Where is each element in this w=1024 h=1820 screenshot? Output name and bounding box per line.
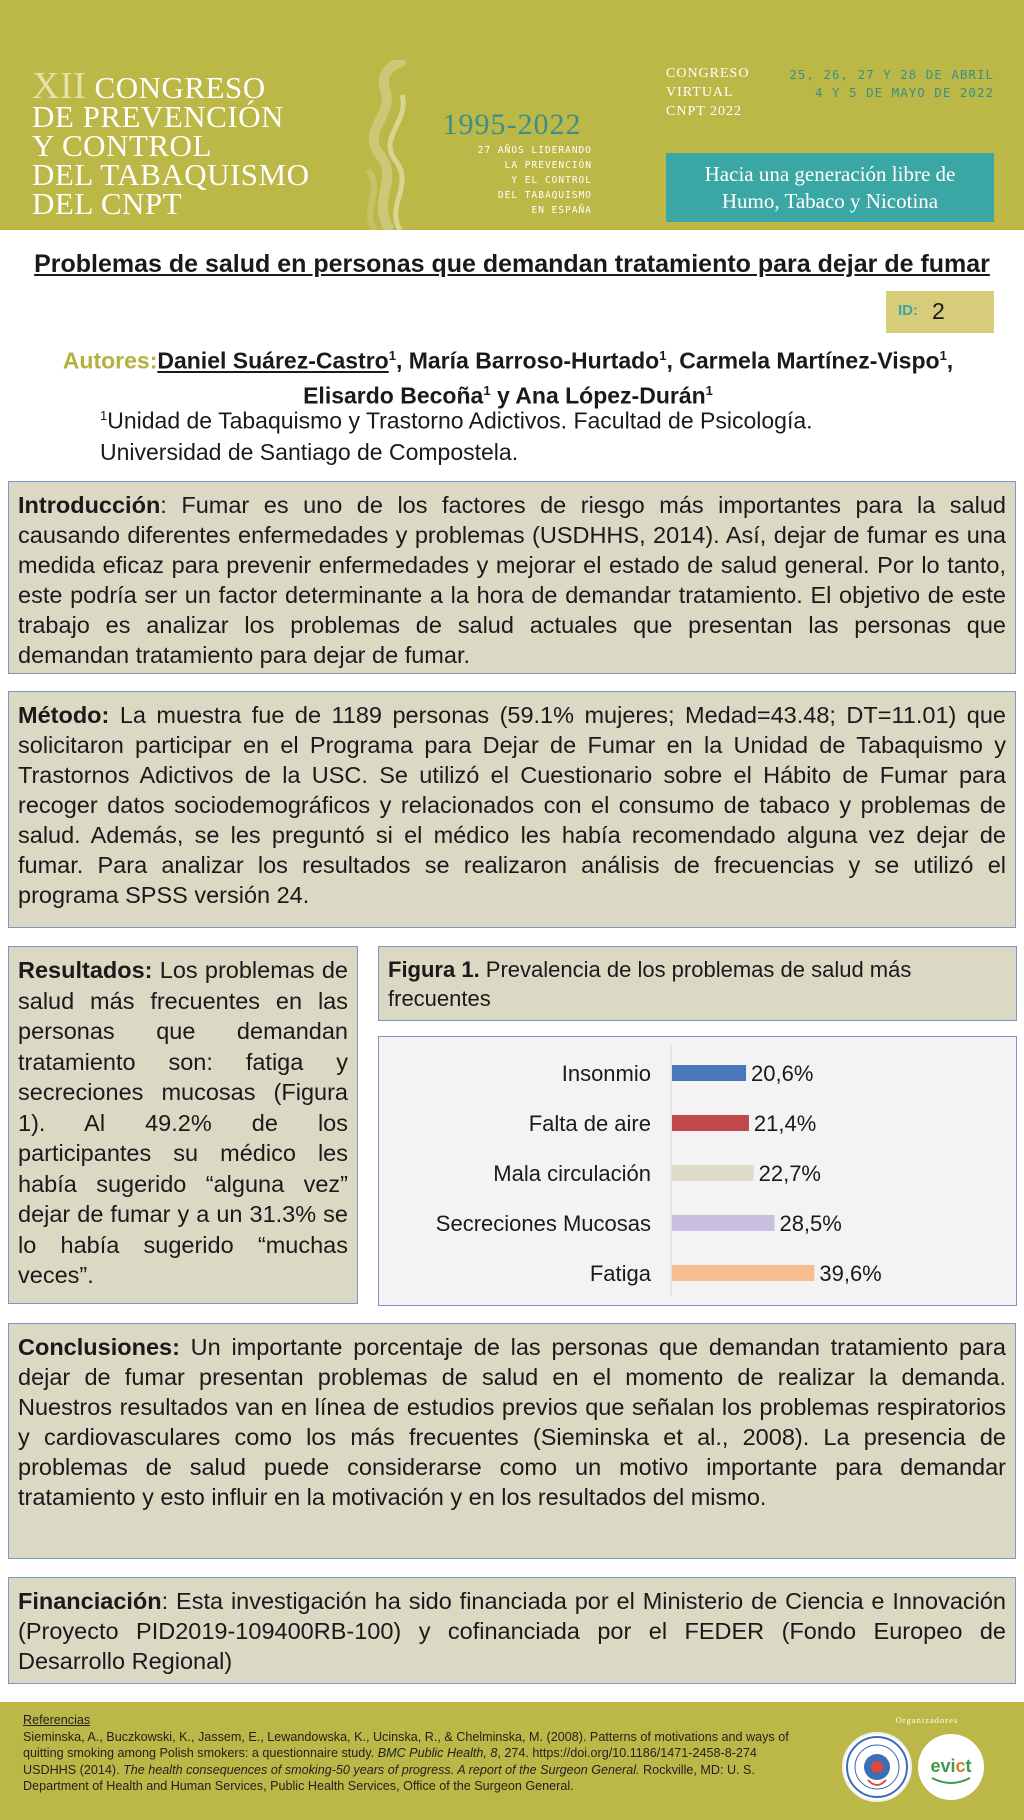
method-section	[8, 691, 1016, 928]
reference-text: Rockville, MD: U. S. Department of Health and Human Services, Public Health Services, Office of the Surgeon General.	[23, 1762, 755, 1793]
results-section	[8, 946, 358, 1304]
category-label: Secreciones Mucosas	[435, 1211, 651, 1236]
section-heading: Introducción	[18, 492, 161, 518]
section-text: : Esta investigación ha sido financiada por el Ministerio de Ciencia e Innovación (Proyecto PID2019-109400RB-100) y cofinanciada por el FEDER (Fondo Europeo de Desarrollo Regional)	[18, 1588, 1006, 1674]
slogan-banner	[666, 153, 994, 222]
slogan-line: Humo, Tabaco y Nicotina	[721, 189, 939, 213]
section-heading: Conclusiones:	[18, 1334, 180, 1360]
reference-text: , 274. https://doi.org/10.1186/1471-2458-8-274	[497, 1746, 757, 1760]
anniversary-line: 27 AÑOS LIDERANDO	[477, 145, 592, 156]
virtual-congress-label	[666, 64, 749, 121]
virtual-line: VIRTUAL	[666, 85, 734, 100]
anniversary-subtitle	[440, 143, 592, 218]
author-affiliation-mark: 1	[659, 348, 667, 363]
organizers-label: Organizadores	[895, 1715, 959, 1725]
figure-label: Figura 1.	[388, 957, 480, 982]
figure-caption	[378, 946, 1017, 1021]
reference-item	[23, 1729, 823, 1762]
congress-line: DE PREVENCIÓN	[32, 99, 284, 134]
id-value: 2	[932, 298, 945, 324]
author-separator: ,	[666, 347, 680, 374]
author-name: Elisardo Becoña	[303, 382, 484, 409]
slogan-line: Hacia una generación libre de	[704, 162, 956, 186]
congress-line: DEL TABAQUISMO	[32, 157, 310, 192]
reference-text: Sieminska, A., Buczkowski, K., Jassem, E., Lewandowska, K., Ucinska, R., & Chelminska, M. (2008). Patterns of motivations and ways of quitting smoking among Polish smokers: a questionnaire study.	[23, 1729, 789, 1760]
reference-journal: BMC Public Health, 8	[377, 1746, 498, 1760]
category-label: Fatiga	[589, 1261, 651, 1286]
author-affiliation-mark: 1	[939, 348, 947, 363]
anniversary-line: DEL TABAQUISMO	[497, 190, 592, 201]
section-text: : Fumar es uno de los factores de riesgo más importantes para la salud causando diferentes enfermedades y problemas (USDHHS, 2014). Así, dejar de fumar es una medida eficaz para prevenir enfermedades y mejorar el estado de salud general. Por lo tanto, este podría ser un factor determinante a la hora de demandar tratamiento. El objetivo de este trabajo es analizar los problemas de salud actuales que presentan las personas que demandan tratamiento para dejar de fumar.	[18, 492, 1006, 668]
author-affiliation-mark: 1	[483, 382, 491, 398]
bar	[672, 1215, 774, 1231]
dates-line: 25, 26, 27 Y 28 DE ABRIL	[789, 67, 994, 82]
cnpt-logo	[842, 1732, 912, 1802]
virtual-line: CNPT 2022	[666, 104, 743, 119]
section-heading: Financiación	[18, 1588, 162, 1614]
references	[23, 1712, 823, 1795]
author-affiliation-mark: 1	[388, 348, 396, 363]
congress-header	[0, 0, 1024, 230]
bar-chart-svg	[379, 1037, 1015, 1304]
reference-item	[23, 1762, 823, 1795]
section-text: Un importante porcentaje de las personas que demandan tratamiento para dejar de fumar presentan problemas de salud en el momento de realizar la demanda. Nuestros resultados van en línea de estudios previos que señalan los problemas respiratorios y cardiovasculares como los más frecuentes (Sieminska et al., 2008). La presencia de problemas de salud puede considerarse como un motivo importante para demandar tratamiento y esto influir en la motivación y en los resultados del mismo.	[18, 1334, 1006, 1510]
bar	[672, 1115, 749, 1131]
dates-line: 4 Y 5 DE MAYO DE 2022	[814, 85, 994, 100]
data-label: 21,4%	[753, 1111, 817, 1136]
anniversary-line: LA PREVENCIÓN	[504, 160, 592, 171]
references-footer	[0, 1702, 1024, 1820]
anniversary-years: 1995-2022	[442, 108, 582, 141]
section-text: La muestra fue de 1189 personas (59.1% mujeres; Medad=43.48; DT=11.01) que solicitaron participar en el Programa para Dejar de Fumar en la Unidad de Tabaquismo y Trastornos Adictivos de la USC. Se utilizó el Cuestionario sobre el Hábito de Fumar para recoger datos sociodemográficos y relacionados con el consumo de tabaco y problemas de salud. Además, se les preguntó si el médico les había recomendado alguna vez dejar de fumar. Para analizar los resultados se realizaron análisis de frecuencias y se utilizó el programa SPSS versión 24.	[18, 702, 1006, 908]
conclusions-section	[8, 1323, 1016, 1559]
reference-title: The health consequences of smoking-50 years of progress. A report of the Surgeon General.	[123, 1762, 640, 1777]
section-heading: Método:	[18, 702, 110, 728]
paper-title: Problemas de salud en personas que demandan tratamiento para dejar de fumar	[34, 250, 990, 278]
congress-roman: XII	[32, 65, 87, 107]
section-text: Los problemas de salud más frecuentes en las personas que demandan tratamiento son: fatiga y secreciones mucosas (Figura 1). Al 49.2% de los participantes su médico les había sugerido “alguna vez” dejar de fumar y a un 31.3% se lo había sugerido “muchas veces”.	[18, 957, 348, 1288]
congress-line: DEL CNPT	[32, 186, 183, 221]
congress-dates	[760, 66, 994, 102]
congress-title	[32, 65, 310, 221]
section-heading: Resultados:	[18, 957, 153, 983]
author-separator: y	[490, 382, 516, 409]
id-label: ID:	[898, 302, 918, 319]
data-label: 28,5%	[779, 1211, 842, 1236]
id-badge	[886, 291, 994, 333]
bar	[672, 1165, 754, 1181]
congress-line: CONGRESO	[94, 70, 266, 105]
affiliation-line: Unidad de Tabaquismo y Trastorno Adictivos. Facultad de Psicología.	[107, 407, 813, 434]
evict-text-accent: c	[955, 1756, 966, 1776]
svg-text:evict	[930, 1756, 971, 1776]
author-name: Daniel Suárez-Castro	[157, 347, 389, 374]
anniversary-line: Y EL CONTROL	[511, 175, 592, 186]
bar	[672, 1065, 746, 1081]
category-label: Falta de aire	[528, 1111, 651, 1136]
funding-section	[8, 1577, 1016, 1684]
author-name: Ana López-Durán	[515, 382, 706, 409]
author-affiliation-mark: 1	[705, 382, 713, 398]
figure-1-chart	[378, 1036, 1017, 1306]
evict-logo-icon	[918, 1734, 984, 1800]
bar	[672, 1265, 814, 1281]
author-name: Carmela Martínez-Vispo	[679, 347, 940, 374]
virtual-line: CONGRESO	[666, 66, 750, 81]
affiliation-line: Universidad de Santiago de Compostela.	[100, 438, 519, 465]
introduction-section	[8, 481, 1016, 674]
cnpt-logo-icon	[844, 1734, 910, 1800]
authors-label: Autores:	[62, 347, 158, 374]
data-label: 39,6%	[819, 1261, 882, 1286]
category-label: Insonmio	[561, 1061, 651, 1086]
author-name: María Barroso-Hurtado	[408, 347, 660, 374]
reference-text: USDHHS (2014).	[23, 1762, 124, 1777]
author-separator: ,	[395, 347, 409, 374]
evict-text-part: evi	[930, 1756, 956, 1776]
anniversary-line: EN ESPAÑA	[531, 205, 592, 216]
references-heading: Referencias	[23, 1713, 91, 1727]
evict-text-part: t	[965, 1756, 972, 1776]
evict-logo	[918, 1734, 984, 1800]
author-separator: ,	[946, 347, 954, 374]
data-label: 20,6%	[751, 1061, 814, 1086]
category-label: Mala circulación	[493, 1161, 651, 1186]
smoke-decoration	[330, 60, 440, 230]
data-label: 22,7%	[758, 1161, 822, 1186]
affiliation-mark: 1	[100, 408, 108, 423]
congress-line: Y CONTROL	[32, 128, 212, 163]
figure-caption-text: Prevalencia de los problemas de salud más frecuentes	[388, 957, 912, 1011]
affiliation	[100, 400, 1000, 468]
